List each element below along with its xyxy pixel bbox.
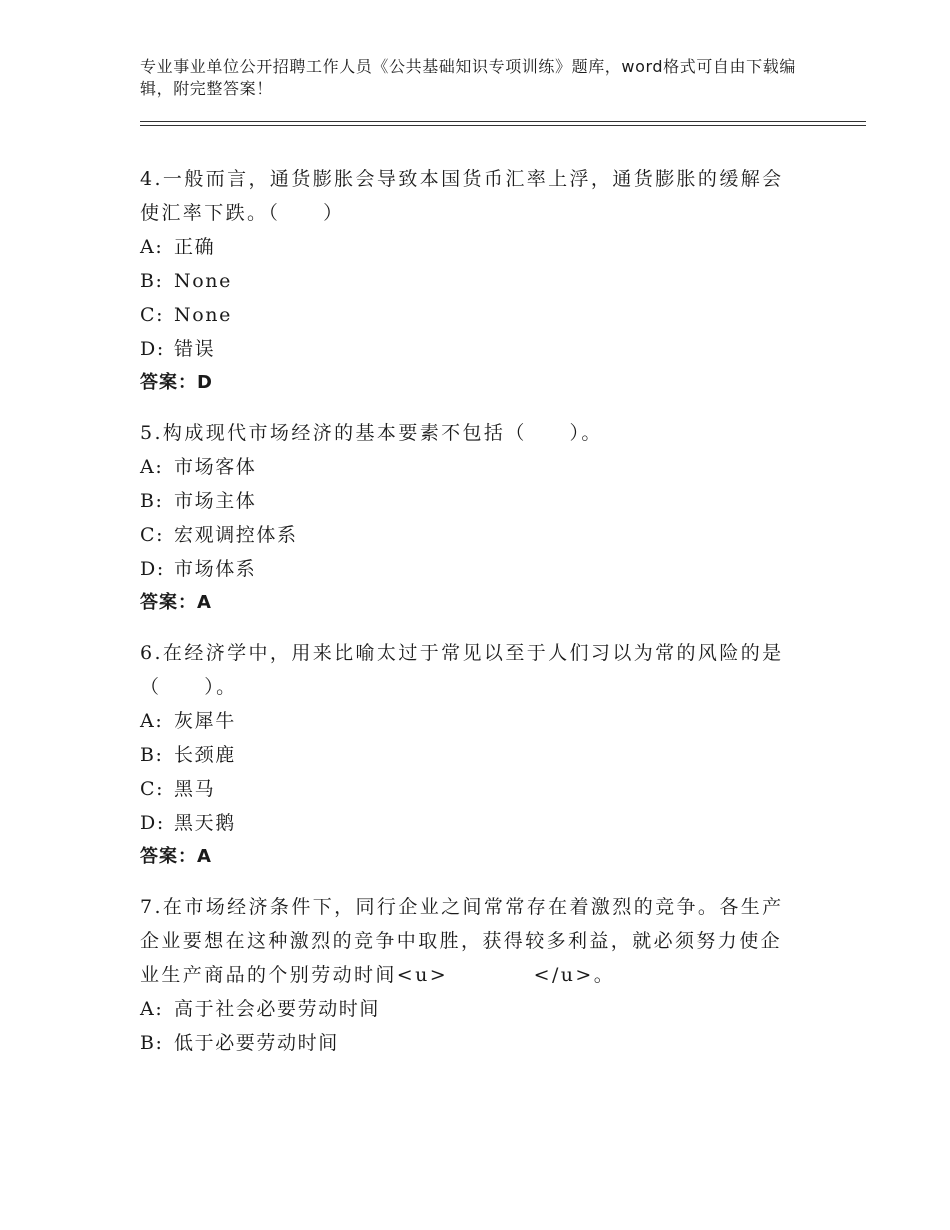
option-text: 黑天鹅 [174,812,236,834]
option-text: 低于必要劳动时间 [174,1032,339,1054]
option-text: 黑马 [174,778,216,800]
option-d [140,332,800,366]
question-4 [140,162,800,400]
question-6 [140,636,800,874]
option-a [140,704,800,738]
option-label: B: [140,1032,164,1054]
option-text: 长颈鹿 [174,744,236,766]
option-label: A: [140,710,164,732]
question-text: 6.在经济学中，用来比喻太过于常见以至于人们习以为常的风险的是（ ）。 [140,642,784,698]
option-a [140,992,800,1026]
answer-line: 答案：A [140,846,212,867]
option-text: None [174,304,232,326]
option-label: A: [140,236,164,258]
document-header: 专业事业单位公开招聘工作人员《公共基础知识专项训练》题库，word格式可自由下载编辑，附完整答案！ [140,57,796,98]
question-7 [140,890,800,1060]
option-c [140,298,800,332]
option-label: D: [140,338,165,360]
option-text: 宏观调控体系 [174,524,298,546]
option-b [140,738,800,772]
option-text: 市场体系 [174,558,257,580]
option-text: 高于社会必要劳动时间 [174,998,381,1020]
option-label: B: [140,490,164,512]
option-b [140,484,800,518]
option-text: None [174,270,232,292]
option-label: C: [140,524,165,546]
option-label: D: [140,558,165,580]
option-text: 市场主体 [174,490,257,512]
question-text: 4.一般而言，通货膨胀会导致本国货币汇率上浮，通货膨胀的缓解会使汇率下跌。（ ） [140,168,784,224]
answer-line: 答案：D [140,372,213,393]
option-label: B: [140,744,164,766]
option-d [140,806,800,840]
question-5 [140,416,800,620]
question-text: 7.在市场经济条件下，同行企业之间常常存在着激烈的竞争。各生产企业要想在这种激烈的竞争中取胜，获得较多利益，就必须努力使企业生产商品的个别劳动时间<u> </u>。 [140,896,784,986]
option-text: 错误 [174,338,216,360]
option-a [140,450,800,484]
header-divider-top [140,121,866,122]
option-label: B: [140,270,164,292]
option-d [140,552,800,586]
question-list [140,162,800,1076]
option-text: 正确 [174,236,216,258]
option-label: C: [140,304,165,326]
option-c [140,518,800,552]
header-divider-bottom [140,125,866,126]
option-label: C: [140,778,165,800]
option-text: 灰犀牛 [174,710,236,732]
option-text: 市场客体 [174,456,257,478]
option-c [140,772,800,806]
answer-line: 答案：A [140,592,212,613]
option-a [140,230,800,264]
option-label: D: [140,812,165,834]
option-b [140,264,800,298]
question-text: 5.构成现代市场经济的基本要素不包括（ ）。 [140,422,603,444]
option-label: A: [140,456,164,478]
option-label: A: [140,998,164,1020]
option-b [140,1026,800,1060]
